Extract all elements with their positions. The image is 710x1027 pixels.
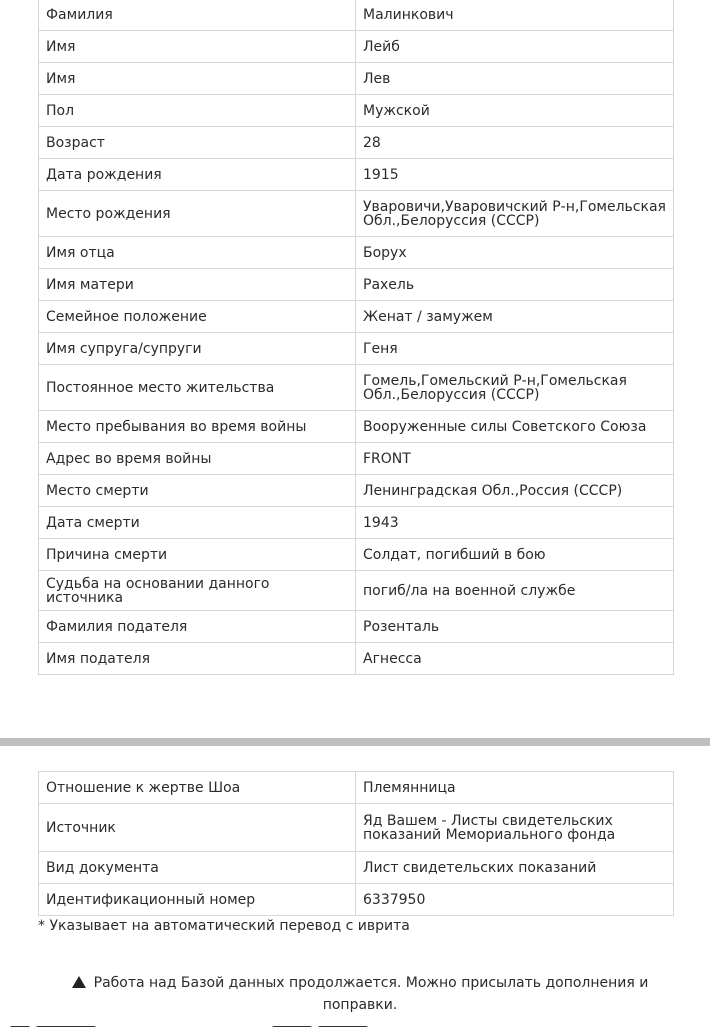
table-row <box>39 539 674 571</box>
table-row <box>39 507 674 539</box>
table-row <box>39 63 674 95</box>
field-label: Имя матери <box>39 269 356 301</box>
table-row <box>39 772 674 804</box>
field-value: 1915 <box>356 159 674 191</box>
translation-note: * Указывает на автоматический перевод с иврита <box>38 918 410 934</box>
table-row <box>39 0 674 31</box>
field-label: Место пребывания во время войны <box>39 411 356 443</box>
field-value: Агнесса <box>356 643 674 675</box>
field-label: Пол <box>39 95 356 127</box>
field-value: Яд Вашем - Листы свидетельских показаний Мемориального фонда <box>356 804 674 852</box>
database-warning <box>60 972 660 1016</box>
cut-off-text-line <box>0 1017 710 1027</box>
field-label: Фамилия <box>39 0 356 31</box>
table-row <box>39 571 674 611</box>
table-row <box>39 95 674 127</box>
table-row <box>39 852 674 884</box>
field-value: 28 <box>356 127 674 159</box>
table-row <box>39 191 674 237</box>
field-value: Рахель <box>356 269 674 301</box>
table-row <box>39 475 674 507</box>
field-label: Возраст <box>39 127 356 159</box>
table-row <box>39 643 674 675</box>
field-value: Вооруженные силы Советского Союза <box>356 411 674 443</box>
table-row <box>39 884 674 916</box>
field-label: Постоянное место жительства <box>39 365 356 411</box>
field-value: Гомель,Гомельский Р-н,Гомельская Обл.,Белоруссия (СССР) <box>356 365 674 411</box>
table-row <box>39 804 674 852</box>
table-row <box>39 269 674 301</box>
field-value: Уваровичи,Уваровичский Р-н,Гомельская Обл.,Белоруссия (СССР) <box>356 191 674 237</box>
field-value: Лейб <box>356 31 674 63</box>
field-label: Дата смерти <box>39 507 356 539</box>
source-record-table <box>38 771 674 916</box>
field-label: Имя <box>39 63 356 95</box>
field-label: Источник <box>39 804 356 852</box>
field-label: Имя супруга/супруги <box>39 333 356 365</box>
field-value: Геня <box>356 333 674 365</box>
field-value: Лист свидетельских показаний <box>356 852 674 884</box>
field-value: FRONT <box>356 443 674 475</box>
field-value: 6337950 <box>356 884 674 916</box>
field-label: Причина смерти <box>39 539 356 571</box>
field-label: Место рождения <box>39 191 356 237</box>
table-row <box>39 237 674 269</box>
field-value: погиб/ла на военной службе <box>356 571 674 611</box>
field-label: Имя подателя <box>39 643 356 675</box>
field-label: Судьба на основании данного источника <box>39 571 356 611</box>
warning-icon <box>72 976 86 988</box>
field-label: Адрес во время войны <box>39 443 356 475</box>
table-row <box>39 127 674 159</box>
field-value: Женат / замужем <box>356 301 674 333</box>
field-value: Розенталь <box>356 611 674 643</box>
field-value: Племянница <box>356 772 674 804</box>
field-value: Малинкович <box>356 0 674 31</box>
field-label: Место смерти <box>39 475 356 507</box>
field-label: Имя <box>39 31 356 63</box>
table-row <box>39 159 674 191</box>
field-value: Ленинградская Обл.,Россия (СССР) <box>356 475 674 507</box>
page-separator <box>0 738 710 746</box>
field-value: Мужской <box>356 95 674 127</box>
field-label: Идентификационный номер <box>39 884 356 916</box>
table-row <box>39 411 674 443</box>
table-row <box>39 333 674 365</box>
table-row <box>39 31 674 63</box>
field-label: Имя отца <box>39 237 356 269</box>
field-value: Борух <box>356 237 674 269</box>
table-row <box>39 301 674 333</box>
table-row <box>39 365 674 411</box>
table-row <box>39 611 674 643</box>
field-value: Лев <box>356 63 674 95</box>
field-label: Вид документа <box>39 852 356 884</box>
field-value: Солдат, погибший в бою <box>356 539 674 571</box>
warning-text: Работа над Базой данных продолжается. Можно присылать дополнения и поправки. <box>93 975 649 1013</box>
field-label: Дата рождения <box>39 159 356 191</box>
field-label: Семейное положение <box>39 301 356 333</box>
field-value: 1943 <box>356 507 674 539</box>
field-label: Фамилия подателя <box>39 611 356 643</box>
victim-record-table <box>38 0 674 675</box>
field-label: Отношение к жертве Шоа <box>39 772 356 804</box>
table-row <box>39 443 674 475</box>
